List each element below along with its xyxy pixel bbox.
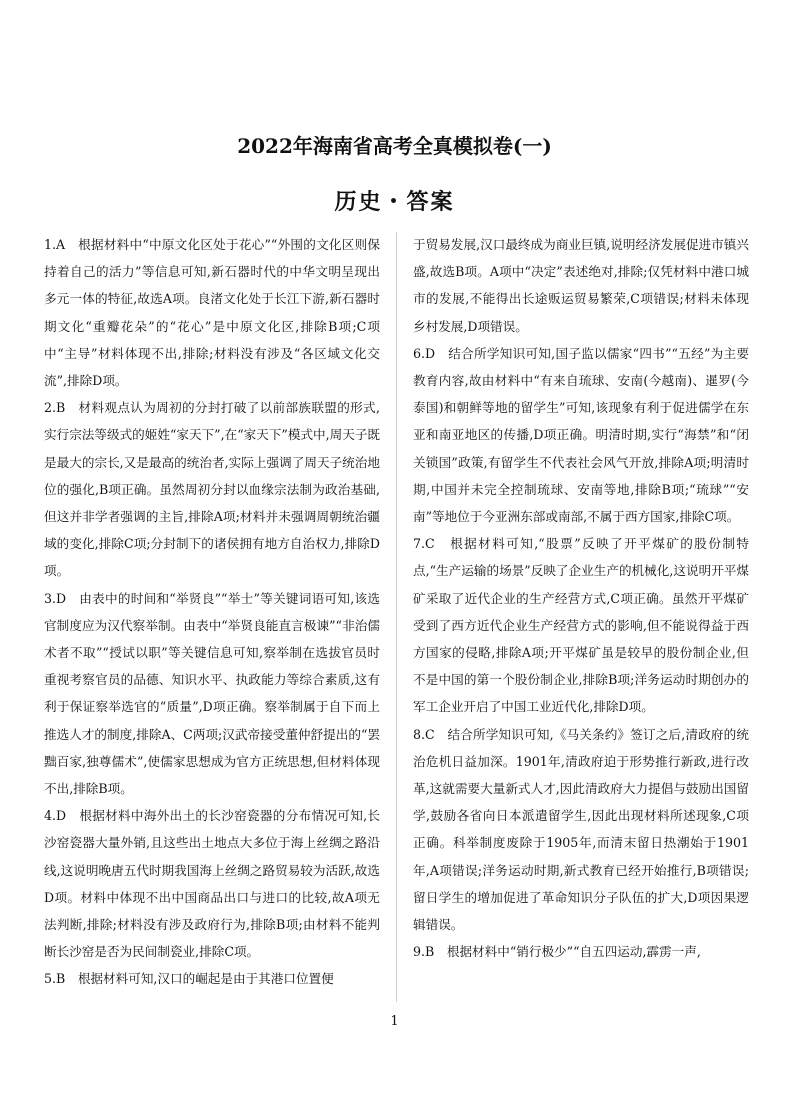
page-number: 1 xyxy=(390,1014,399,1029)
answer-text: 4.D 根据材料中海外出土的长沙窑瓷器的分布情况可知,长沙窑瓷器大量外销,且这些出土地点大多位于海上丝绸之路沿线,这说明晚唐五代时期我国海上丝绸之路贸易较为活跃,故选D项。材料中体现不出中国商品出口与进口的比较,故A项无法判断,排除;材料没有涉及政府行为,排除B项;由材料不能判断长沙窑是否为民间制瓷业,排除C项。 xyxy=(44,808,380,960)
answer-item-4 xyxy=(44,802,380,965)
answer-text: 3.D 由表中的时间和“举贤良”“举士”等关键词语可知,该选官制度应为汉代察举制。由表中“举贤良能直言极谏”“非治儒术者不取”“授试以职”等关键信息可知,察举制在选拔官员时重视考察官员的品德、知识水平、执政能力等综合素质,这有利于保证察举选官的“质量”,D项正确。察举制属于自下而上推选人才的制度,排除A、C两项;汉武帝接受董仲舒提出的“罢黜百家,独尊儒术”,使儒家思想成为官方正统思想,但材料体现不出,排除B项。 xyxy=(44,590,380,797)
answer-text: 9.B 根据材料中“销行极少”“自五四运动,霹雳一声, xyxy=(413,944,701,960)
answer-item-7 xyxy=(413,530,749,720)
answer-text: 1.A 根据材料中“中原文化区处于花心”“外围的文化区则保持着自己的活力”等信息可知,新石器时代的中华文明呈现出多元一体的特征,故选A项。良渚文化处于长江下游,新石器时期文化“重瓣花朵”的“花心”是中原文化区,排除B项;C项中“主导”材料体现不出,排除;材料没有涉及“各区域文化交流”,排除D项。 xyxy=(44,237,380,389)
answer-column-right xyxy=(413,231,749,1011)
answer-text: 6.D 结合所学知识可知,国子监以儒家“四书”“五经”为主要教育内容,故由材料中“有来自琉球、安南(今越南)、暹罗(今泰国)和朝鲜等地的留学生”可知,该现象有利于促进儒学在东亚和南亚地区的传播,D项正确。明清时期,实行“海禁”和“闭关锁国”政策,有留学生不代表社会风气开放,排除A项;明清时期,中国并未完全控制琉球、安南等地,排除B项;“琉球”“安南”等地位于今亚洲东部或南部,不属于西方国家,排除C项。 xyxy=(413,345,749,525)
answer-item-5-cont xyxy=(413,231,749,340)
answer-text: 于贸易发展,汉口最终成为商业巨镇,说明经济发展促进市镇兴盛,故选B项。A项中“决定”表述绝对,排除;仅凭材料中港口城市的发展,不能得出长途贩运贸易繁荣,C项错误;材料未体现乡村发展,D项错误。 xyxy=(413,237,749,334)
page-subtitle: 历史・答案 xyxy=(334,189,455,215)
answer-item-8 xyxy=(413,721,749,939)
answer-item-1 xyxy=(44,231,380,394)
answer-text: 7.C 根据材料可知,“股票”反映了开平煤矿的股份制特点,“生产运输的场景”反映了企业生产的机械化,这说明开平煤矿采取了近代企业的生产经营方式,C项正确。虽然开平煤矿受到了西方近代企业生产经营方式的影响,但不能说得益于西方国家的侵略,排除A项;开平煤矿虽是较早的股份制企业,但不是中国的第一个股份制企业,排除B项;洋务运动时期创办的军工企业开启了中国工业近代化,排除D项。 xyxy=(413,536,749,715)
answer-text: 2.B 材料观点认为周初的分封打破了以前部族联盟的形式,实行宗法等级式的姬姓“家天下”,在“家天下”模式中,周天子既是最大的宗长,又是最高的统治者,实际上强调了周天子统治地位的强化,B项正确。虽然周初分封以血缘宗法制为政治基础,但这并非学者强调的主旨,排除A项;材料并未强调周朝统治疆域的变化,排除C项;分封制下的诸侯拥有地方自治权力,排除D项。 xyxy=(44,400,380,579)
answer-item-5 xyxy=(44,965,380,992)
column-divider xyxy=(396,232,397,1002)
answer-item-3 xyxy=(44,585,380,803)
answer-text: 8.C 结合所学知识可知,《马关条约》签订之后,清政府的统治危机日益加深。1901年,清政府迫于形势推行新政,进行改革,这就需要大量新式人才,因此清政府大力提倡与鼓励出国留学,鼓励各省向日本派遣留学生,因此出现材料所述现象,C项正确。科举制度废除于1905年,而清末留日热潮始于1901年,A项错误;洋务运动时期,新式教育已经开始推行,B项错误;留日学生的增加促进了革命知识分子队伍的扩大,D项因果逻辑错误。 xyxy=(413,726,749,933)
answer-item-6 xyxy=(413,340,749,530)
answer-column-left xyxy=(44,231,380,1011)
answer-text: 5.B 根据材料可知,汉口的崛起是由于其港口位置便 xyxy=(44,971,334,987)
page-title: 2022年海南省高考全真模拟卷(一) xyxy=(237,134,552,158)
answer-item-9 xyxy=(413,938,749,965)
answer-item-2 xyxy=(44,394,380,584)
